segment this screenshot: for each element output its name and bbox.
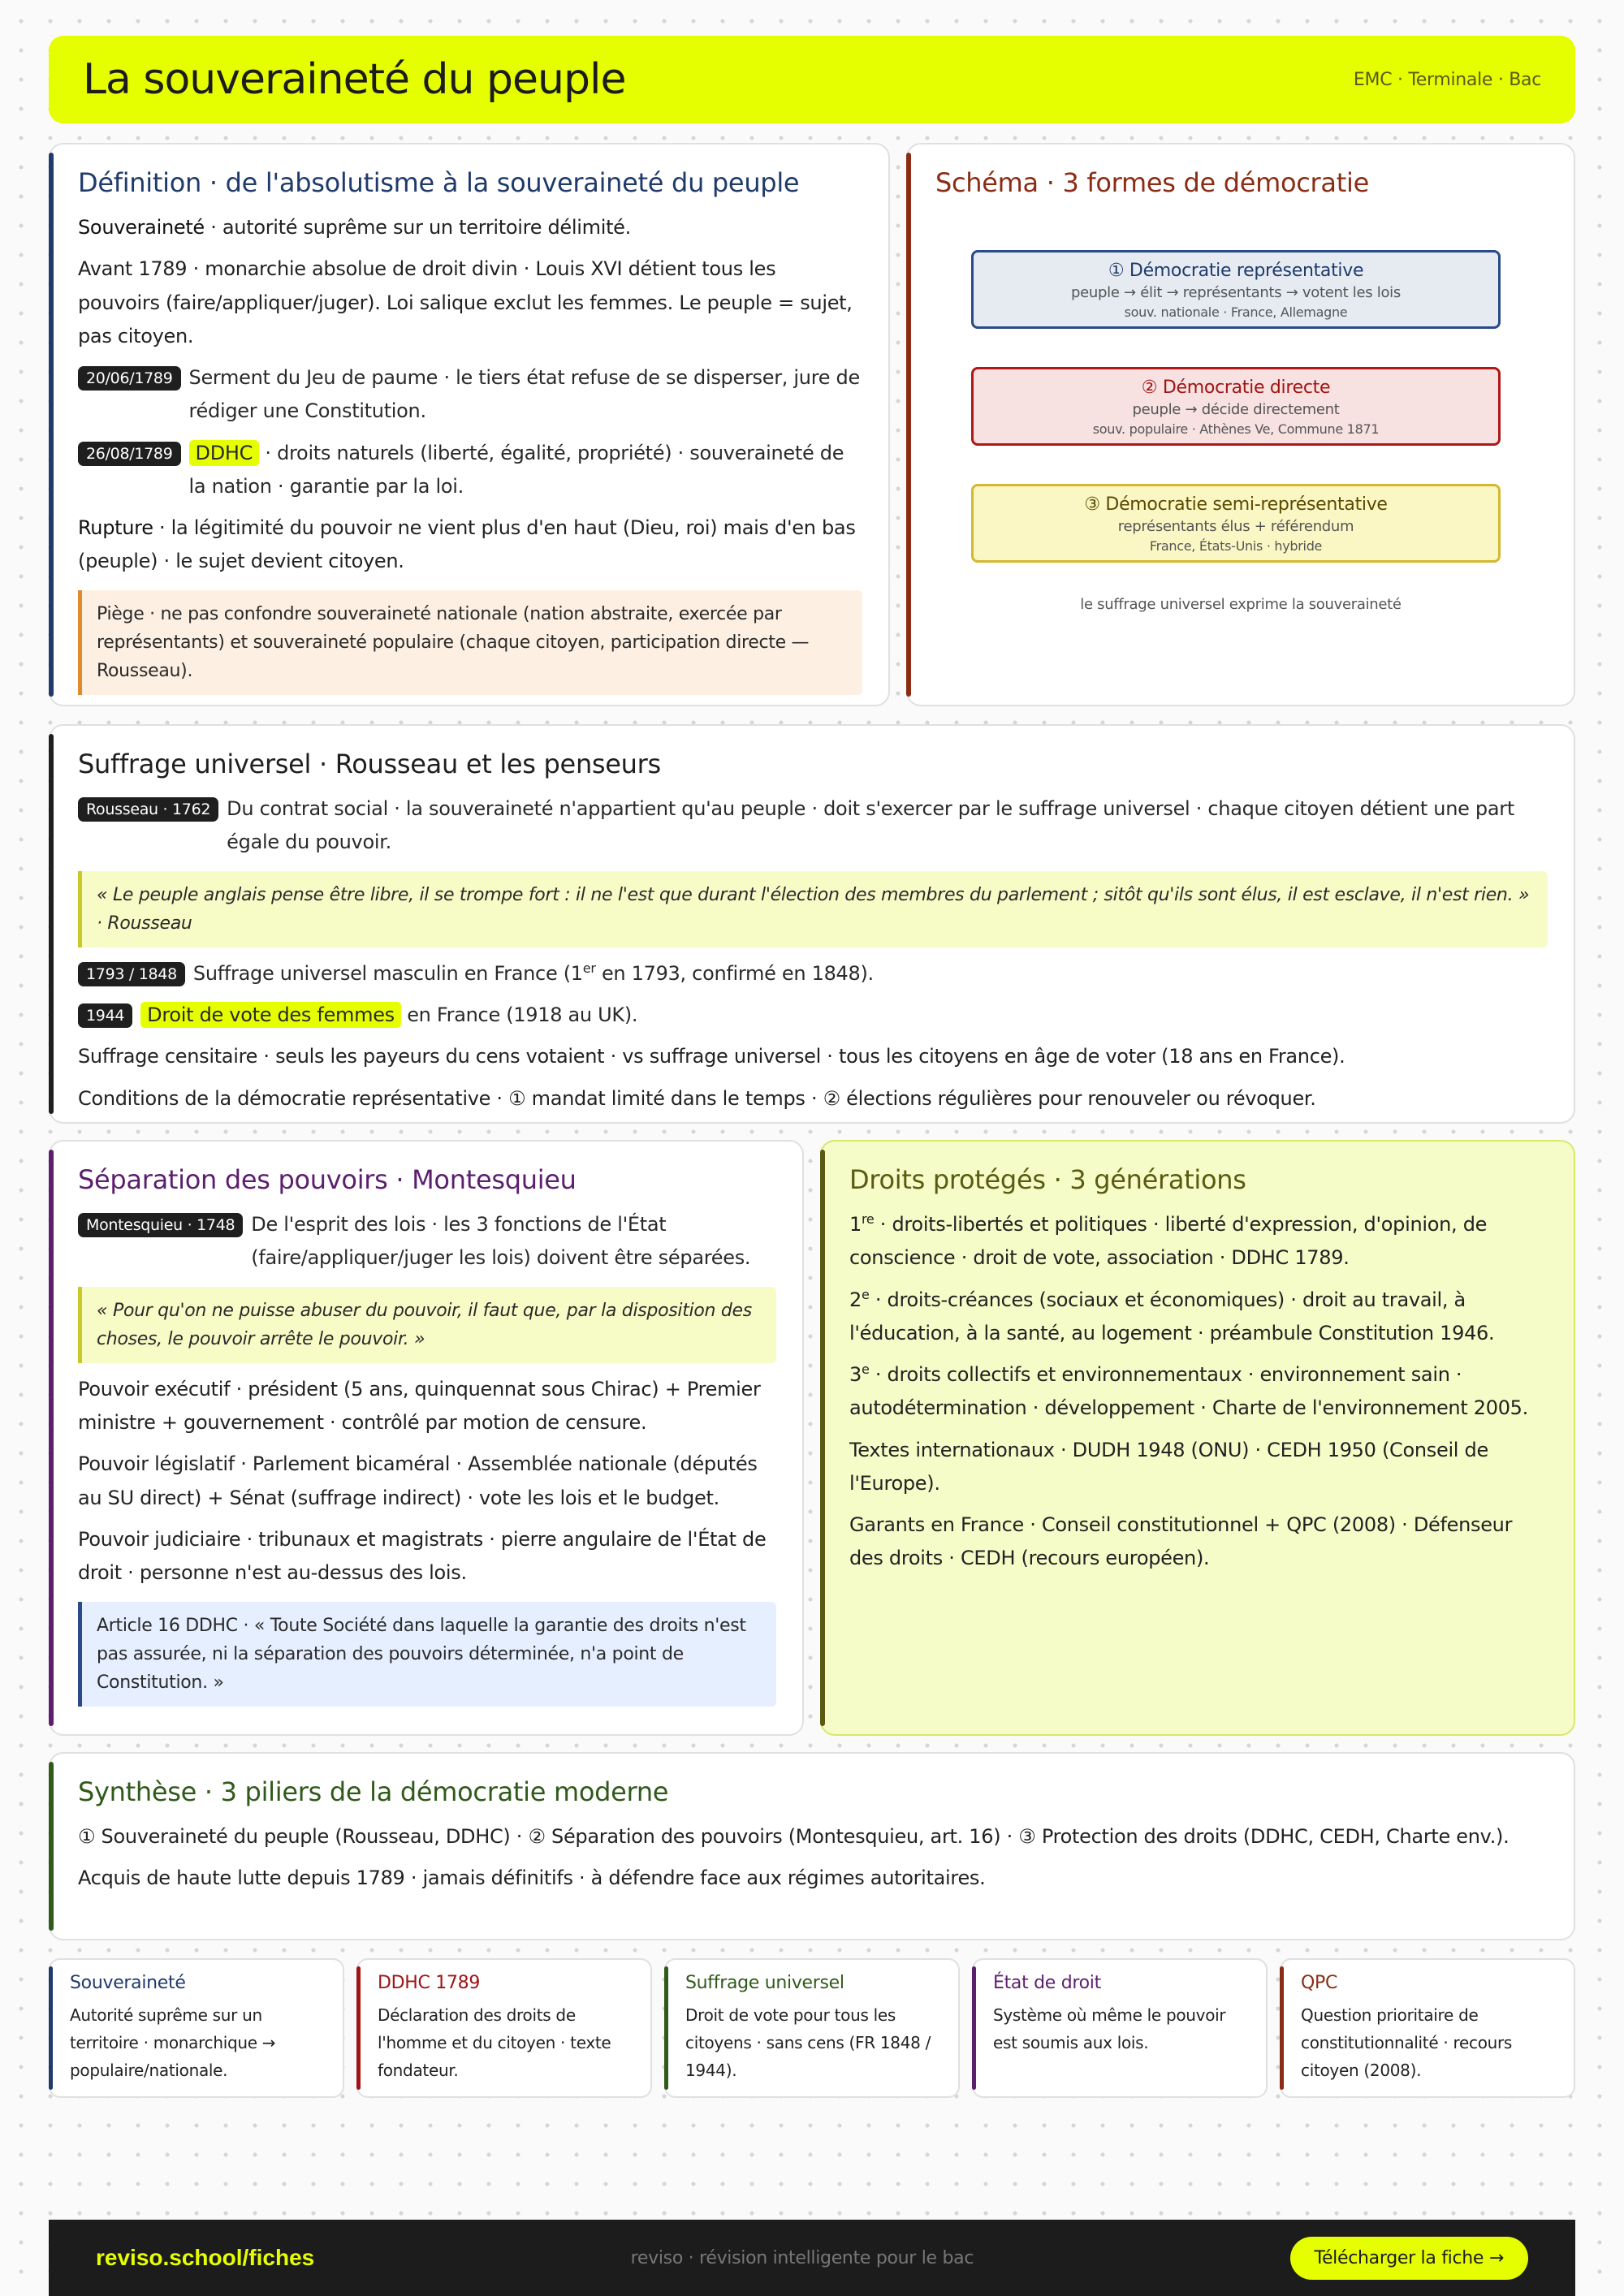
separation-title: Séparation des pouvoirs · Montesquieu bbox=[78, 1164, 577, 1195]
footer-brand-link[interactable]: reviso.school/fiches bbox=[96, 2245, 315, 2270]
rousseau-quote: « Le peuple anglais pense être libre, il se trompe fort : il ne l'est que durant l'élection des membres du parlement ; sitôt qu'ils sont élus, il est esclave, il n'est rien. » · Rousseau bbox=[78, 871, 1548, 947]
garants-france: Garants en France · Conseil constitutionnel + QPC (2008) · Défenseur des droits · CEDH (recours européen). bbox=[849, 1513, 1513, 1570]
suffrage-censitaire: Suffrage censitaire · seuls les payeurs du cens votaient · vs suffrage universel · tous les citoyens en âge de voter (18 ans en France). bbox=[78, 1045, 1345, 1068]
definition-souverainete: Souveraineté · autorité suprême sur un territoire délimité. bbox=[78, 216, 631, 239]
synthese-card bbox=[49, 1752, 1575, 1940]
suffrage-title: Suffrage universel · Rousseau et les penseurs bbox=[78, 749, 661, 779]
pouvoir-judiciaire: Pouvoir judiciaire · tribunaux et magistrats · pierre angulaire de l'État de droit · personne n'est au-dessus des lois. bbox=[78, 1527, 767, 1585]
schema-box-representative: ① Démocratie représentative peuple → élit → représentants → votent les lois souv. nationale · France, Allemagne bbox=[971, 250, 1501, 329]
glossary-term: État de droit bbox=[993, 1973, 1101, 1993]
generation-2: $2^e$ · droits-créances (sociaux et économiques) · droit au travail, à l'éducation, à la santé, au logement · préambule Constitution 1946. bbox=[849, 1286, 1495, 1344]
generation-1: 1re · droits-libertés et politiques · liberté d'expression, d'opinion, de conscience · droit de vote, association · DDHC 1789. bbox=[849, 1211, 1488, 1270]
droits-card bbox=[820, 1140, 1575, 1736]
suffrage-card bbox=[49, 724, 1575, 1124]
event-text: Serment du Jeu de paume · le tiers état refuse de se disperser, jure de rédiger une Constitution. bbox=[188, 366, 860, 423]
droits-title: Droits protégés · 3 générations bbox=[849, 1164, 1246, 1195]
glossary-term: QPC bbox=[1301, 1973, 1338, 1993]
vote-femmes-row: 1944 Droit de vote des femmes en France (1918 au UK). bbox=[78, 999, 1548, 1032]
pouvoir-executif: Pouvoir exécutif · président (5 ans, quinquennat sous Chirac) + Premier ministre + gouvernement · contrôlé par motion de censure. bbox=[78, 1377, 761, 1435]
header-tags: EMC · Terminale · Bac bbox=[1353, 69, 1541, 90]
event-text: DDHC · droits naturels (liberté, égalité, propriété) · souveraineté de la nation · garantie par la loi. bbox=[188, 441, 844, 498]
textes-internationaux: Textes internationaux · DUDH 1948 (ONU) · CEDH 1950 (Conseil de l'Europe). bbox=[849, 1438, 1488, 1495]
schema-box-semi-representative: ③ Démocratie semi-représentative représentants élus + référendum France, États-Unis · hybride bbox=[971, 484, 1501, 563]
conditions-democratie: Conditions de la démocratie représentative · ① mandat limité dans le temps · ② élections régulières pour renouveler ou révoquer. bbox=[78, 1086, 1316, 1110]
definition-card bbox=[49, 143, 890, 706]
date-badge: 20/06/1789 bbox=[78, 366, 181, 391]
event-ddhc bbox=[78, 437, 862, 504]
glossary-card-ddhc bbox=[356, 1958, 652, 2098]
montesquieu-row bbox=[78, 1208, 776, 1275]
glossary-card-etat-de-droit bbox=[972, 1958, 1268, 2098]
date-badge: Rousseau · 1762 bbox=[78, 797, 218, 822]
suffrage-masculin-row: 1793 / 1848 Suffrage universel masculin en France (1er en 1793, confirmé en 1848). bbox=[78, 957, 1548, 990]
page-header bbox=[49, 36, 1575, 123]
glossary-def: Question prioritaire de constitutionnalité · recours citoyen (2008). bbox=[1301, 2005, 1513, 2080]
schema-box-directe: ② Démocratie directe peuple → décide directement souv. populaire · Athènes Ve, Commune 1871 bbox=[971, 367, 1501, 446]
date-badge: 26/08/1789 bbox=[78, 442, 181, 466]
montesquieu-text: De l'esprit des lois · les 3 fonctions de l'État (faire/appliquer/juger les lois) doivent être séparées. bbox=[251, 1213, 751, 1270]
schema-caption: le suffrage universel exprime la souveraineté bbox=[1080, 596, 1402, 613]
footer bbox=[49, 2220, 1575, 2296]
glossary-card-suffrage bbox=[664, 1958, 960, 2098]
date-badge: Montesquieu · 1748 bbox=[78, 1213, 243, 1237]
glossary-def: Déclaration des droits de l'homme et du citoyen · texte fondateur. bbox=[378, 2005, 611, 2080]
generation-3: $3^e$ · droits collectifs et environnementaux · environnement sain · autodétermination · développement · Charte de l'environnement 2005. bbox=[849, 1362, 1528, 1420]
glossary-term: DDHC 1789 bbox=[378, 1973, 481, 1993]
definition-avant-1789: Avant 1789 · monarchie absolue de droit divin · Louis XVI détient tous les pouvoirs (faire/appliquer/juger). Loi salique exclut les femmes. Le peuple = sujet, pas citoyen. bbox=[78, 257, 853, 347]
glossary-def: Système où même le pouvoir est soumis aux lois. bbox=[993, 2005, 1226, 2052]
synthese-title: Synthèse · 3 piliers de la démocratie moderne bbox=[78, 1776, 669, 1807]
footer-tagline: reviso · révision intelligente pour le bac bbox=[630, 2247, 974, 2268]
definition-rupture: Rupture · la légitimité du pouvoir ne vient plus d'en haut (Dieu, roi) mais d'en bas (peuple) · le sujet devient citoyen. bbox=[78, 516, 856, 573]
date-badge: 1793 / 1848 bbox=[78, 962, 185, 986]
event-serment bbox=[78, 361, 862, 429]
rousseau-text: Du contrat social · la souveraineté n'appartient qu'au peuple · doit s'exercer par le suffrage universel · chaque citoyen détient une part égale du pouvoir. bbox=[227, 797, 1514, 854]
article-16-note: Article 16 DDHC · « Toute Société dans laquelle la garantie des droits n'est pas assurée, ni la séparation des pouvoirs déterminée, n'a point de Constitution. » bbox=[78, 1602, 776, 1707]
definition-title: Définition · de l'absolutisme à la souveraineté du peuple bbox=[78, 167, 800, 198]
montesquieu-quote: « Pour qu'on ne puisse abuser du pouvoir, il faut que, par la disposition des choses, le pouvoir arrête le pouvoir. » bbox=[78, 1287, 776, 1363]
trap-note: Piège · ne pas confondre souveraineté nationale (nation abstraite, exercée par représentants) et souveraineté populaire (chaque citoyen, participation directe — Rousseau). bbox=[78, 590, 862, 696]
rousseau-row bbox=[78, 792, 1548, 860]
synthese-acquis: Acquis de haute lutte depuis 1789 · jamais définitifs · à défendre face aux régimes autoritaires. bbox=[78, 1867, 986, 1890]
glossary-def: Droit de vote pour tous les citoyens · sans cens (FR 1848 / 1944). bbox=[685, 2005, 931, 2080]
glossary-term: Suffrage universel bbox=[685, 1973, 844, 1993]
glossary-card-qpc bbox=[1280, 1958, 1575, 2098]
glossary-card-souverainete bbox=[49, 1958, 344, 2098]
download-button[interactable]: Télécharger la fiche → bbox=[1290, 2237, 1528, 2280]
date-badge: 1944 bbox=[78, 1003, 132, 1028]
schema-card bbox=[906, 143, 1575, 706]
glossary-term: Souveraineté bbox=[70, 1973, 186, 1993]
glossary-def: Autorité suprême sur un territoire · monarchique → populaire/nationale. bbox=[70, 2005, 276, 2080]
pouvoir-legislatif: Pouvoir législatif · Parlement bicaméral · Assemblée nationale (députés au SU direct) + Sénat (suffrage indirect) · vote les lois et le budget. bbox=[78, 1452, 758, 1509]
page-title: La souveraineté du peuple bbox=[83, 55, 626, 104]
separation-card bbox=[49, 1140, 804, 1736]
synthese-piliers: ① Souveraineté du peuple (Rousseau, DDHC) · ② Séparation des pouvoirs (Montesquieu, art. 16) · ③ Protection des droits (DDHC, CEDH, Charte env.). bbox=[78, 1825, 1510, 1848]
schema-title: Schéma · 3 formes de démocratie bbox=[935, 167, 1369, 198]
